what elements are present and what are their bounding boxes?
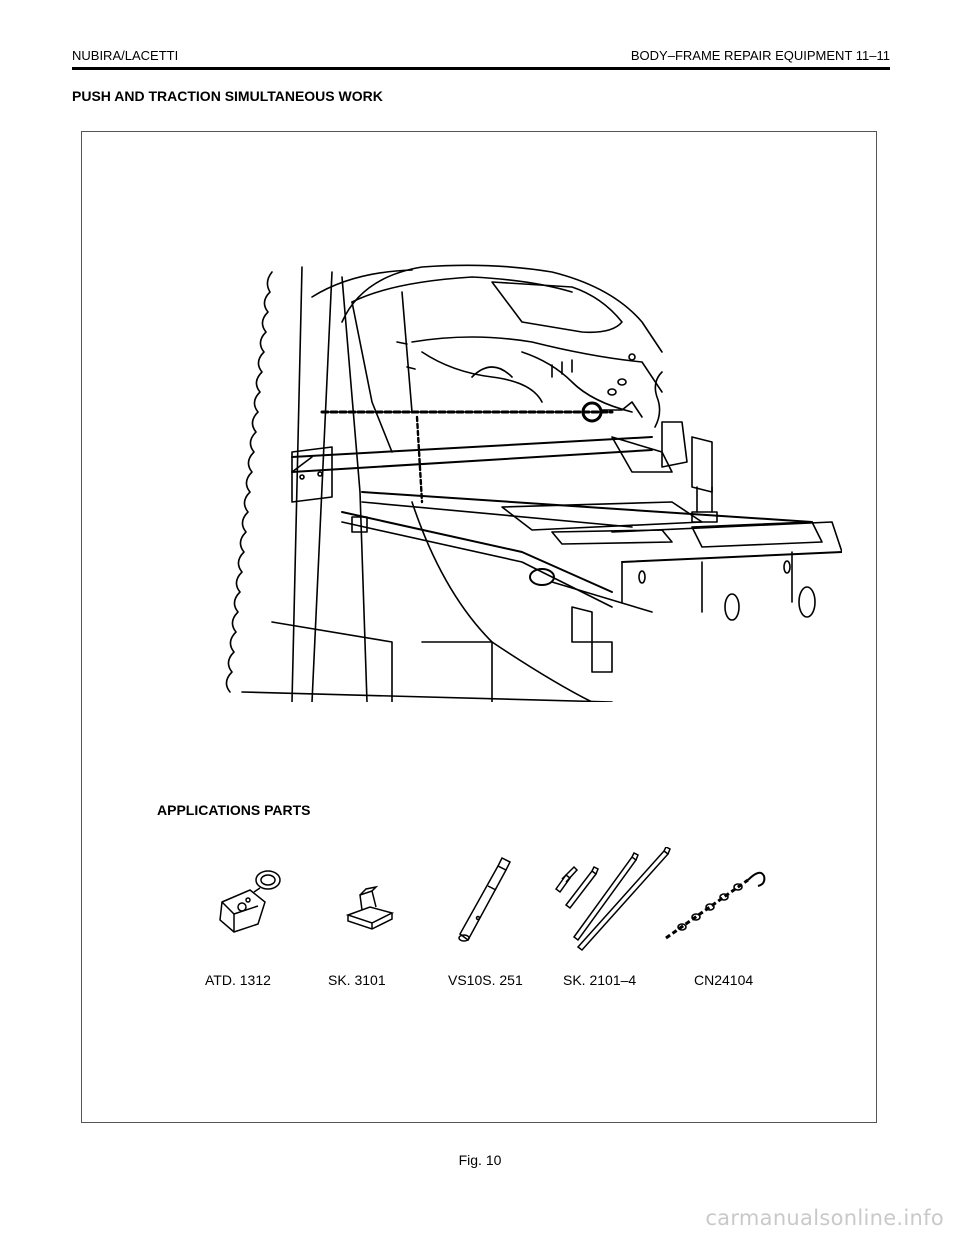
page-header — [72, 44, 890, 66]
header-section-page: BODY–FRAME REPAIR EQUIPMENT 11–11 — [630, 48, 890, 63]
chain-hook-icon — [662, 862, 772, 952]
pulley-clamp-icon — [210, 862, 290, 942]
header-model: NUBIRA/LACETTI — [72, 48, 179, 63]
frame-bench-illustration — [192, 262, 842, 702]
figure-frame — [81, 131, 877, 1123]
extension-tubes-icon — [552, 847, 677, 957]
part-label-sk-2101-4: SK. 2101–4 — [563, 972, 637, 988]
anchor-clamp-icon — [340, 877, 400, 937]
part-label-atd-1312: ATD. 1312 — [205, 972, 271, 988]
figure-caption: Fig. 10 — [458, 1152, 502, 1168]
part-label-cn24104: CN24104 — [694, 972, 754, 988]
header-rule — [72, 67, 890, 70]
hydraulic-ram-icon — [444, 852, 524, 952]
watermark: carmanualsonline.info — [705, 1206, 944, 1230]
applications-parts-title: APPLICATIONS PARTS — [157, 802, 311, 818]
part-label-sk-3101: SK. 3101 — [328, 972, 386, 988]
section-title: PUSH AND TRACTION SIMULTANEOUS WORK — [72, 88, 383, 104]
part-label-vs10s-251: VS10S. 251 — [448, 972, 523, 988]
